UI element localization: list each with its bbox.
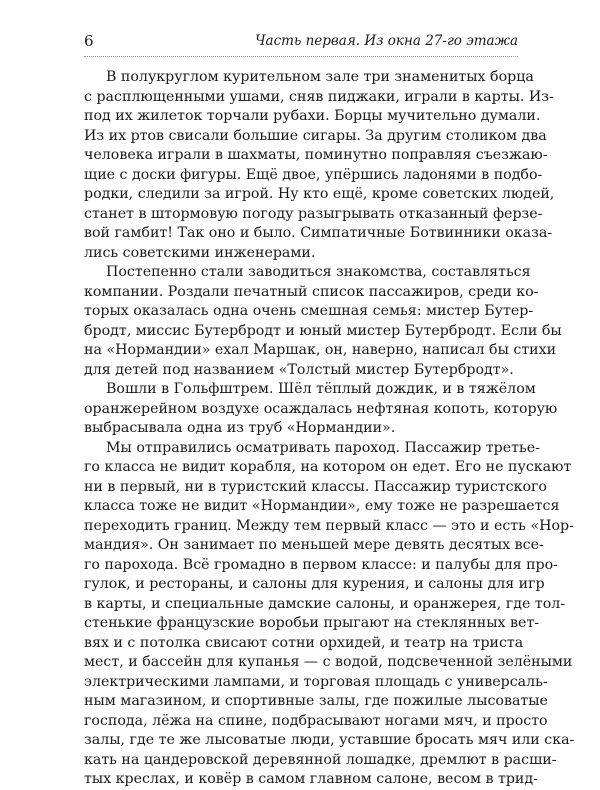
text-line: го класса не видит корабля, на котором он едет. Его не пускают [84,459,572,475]
text-line: компании. Роздали печатный список пассажиров, среди ко- [84,283,539,300]
text-line: щие с доски фигуры. Ещё двое, упёршись ладонями в подбо- [84,166,543,183]
text-line: гулок, и рестораны, и салоны для курения, и салоны для игр [84,576,545,592]
text-line: электрическими лампами, и торговая площадь с универсаль- [84,673,548,690]
text-line: залы, где те же лысоватые люди, уставшие бросать мяч или ска- [84,732,575,748]
text-line: человека играли в шахматы, поминутно поправляя съезжаю- [84,147,548,163]
text-line: вой гамбит! Так оно и было. Симпатичные Ботвинники оказа- [84,225,553,241]
text-line: оранжерейном воздухе осаждалась нефтяная копоть, которую [84,400,558,417]
text-line: вях и с потолка свисают сотни орхидей, и театр на триста [84,634,524,651]
text-line: тых креслах, и ковёр в самом главном салоне, весом в трид- [84,771,538,787]
text-line: бродт, миссис Бутербродт и юный мистер Бутербродт. Если бы [84,322,562,339]
text-line: В полукруглом курительном зале три знаменитых борца [106,69,534,85]
text-line: под их жилеток торчали рубахи. Борцы мучительно думали. [84,108,541,124]
text-line: на «Нормандии» ехал Маршак, он, наверно, написал бы стихи [84,342,557,358]
text-line: Постепенно стали заводиться знакомства, составляться [106,264,531,280]
text-line: Из их ртов свисали большие сигары. За другим столиком два [84,127,547,144]
text-line: в карты, и специальные дамские салоны, и оранжерея, где тол- [84,595,566,612]
page-header [84,30,518,52]
text-line: кать на цандеровской деревянной лошадке, дремлют в расши- [84,751,557,768]
text-line: стенькие французские воробьи прыгают на стеклянных вет- [84,615,540,631]
text-line: торых оказалась одна очень смешная семья: мистер Бутер- [84,303,534,319]
text-line: станет в штормовую погоду разыгрывать отказанный ферзе- [84,205,543,222]
text-line: ни в первый, ни в туристский классы. Пассажир туристского [84,478,547,495]
page-number: 6 [84,32,94,50]
text-line: мест, и бассейн для купанья — с водой, подсвеченной зелёными [84,654,573,670]
text-line: го парохода. Всё громадно в первом классе: и палубы для про- [84,556,558,573]
text-line: мандия». Он занимает по меньшей мере девять десятых все- [84,537,544,553]
text-line: переходить границ. Между тем первый класс — это и есть «Нор- [84,517,574,534]
text-line: с расплющенными ушами, сняв пиджаки, играли в карты. Из- [84,88,554,105]
text-line: класса тоже не видит «Нормандии», ему тоже не разрешается [84,498,560,514]
text-line: Вошли в Гольфштрем. Шёл тёплый дождик, и в тяжёлом [106,381,536,397]
text-line: выбрасывала одна из труб «Нормандии». [84,420,396,436]
text-line: для детей под названием «Толстый мистер Бутербродт». [84,361,514,378]
text-line: родки, следили за игрой. Ну кто ещё, кроме советских людей, [84,186,555,202]
body-text [84,68,575,790]
header-divider [84,56,518,57]
text-line: Мы отправились осматривать пароход. Пассажир третье- [106,439,540,456]
text-line: ным магазином, и спортивные залы, где пожилые лысоватые [84,693,548,709]
running-head: Часть первая. Из окна 27-го этажа [255,33,518,49]
text-line: лись советскими инженерами. [84,244,316,261]
text-line: господа, лёжа на спине, подбрасывают ногами мяч, и просто [84,712,548,729]
